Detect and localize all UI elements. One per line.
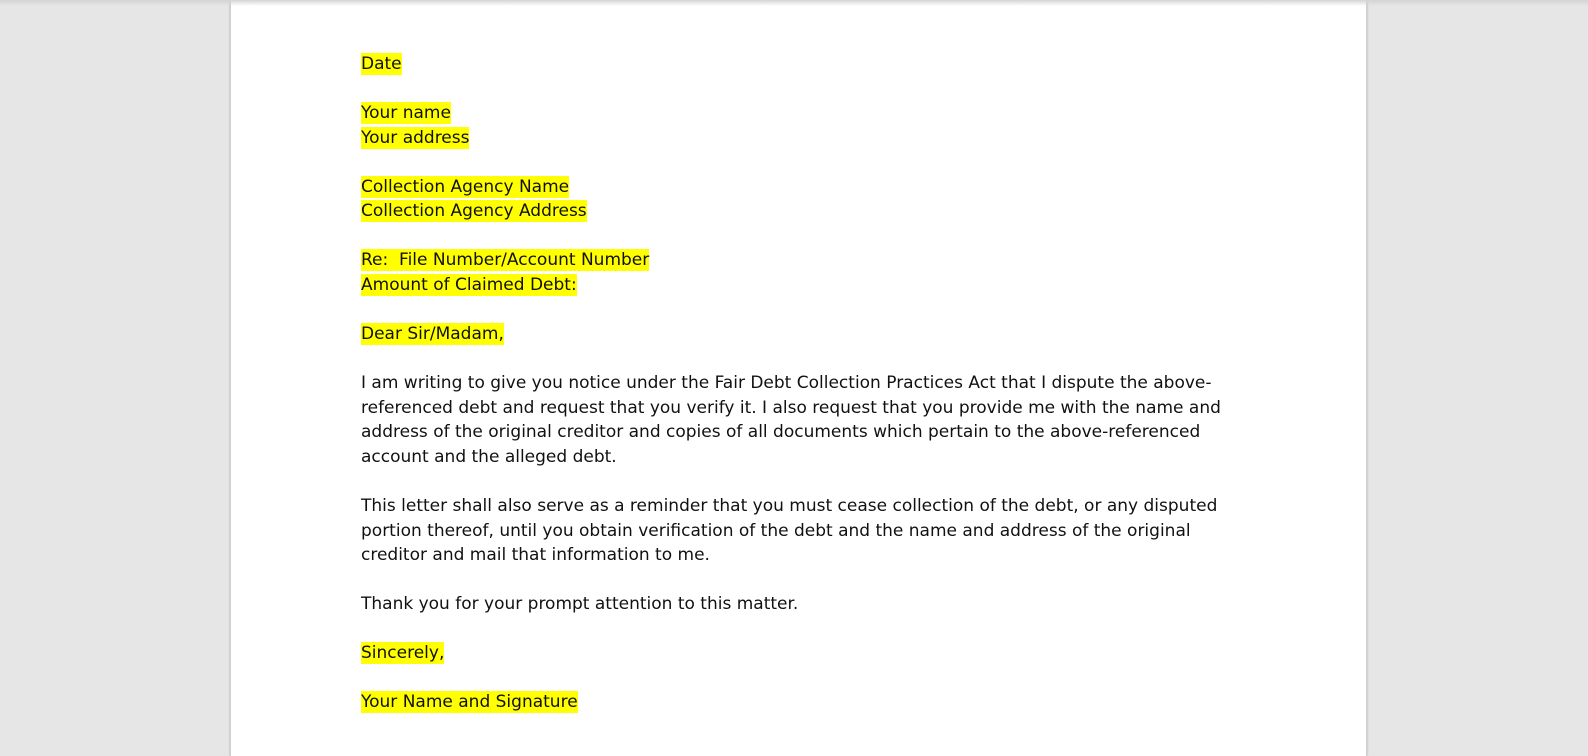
agency-name-line [361,175,569,200]
agency-name-text[interactable]: Collection Agency Name [361,177,570,197]
paragraph-3-text: Thank you for your prompt attention to this matter. [361,594,799,614]
salutation-text[interactable]: Dear Sir/Madam, [361,324,504,344]
sender-name-line [361,101,451,126]
salutation-line [361,322,504,347]
date-line [361,52,402,77]
sender-address-line [361,126,469,151]
body-paragraph-2[interactable] [361,494,1218,568]
amount-text[interactable]: Amount of Claimed Debt: [361,275,577,295]
paragraph-1-line: address of the original creditor and copies of all documents which pertain to the above-referenced [361,422,1201,442]
date-text[interactable]: Date [361,54,402,74]
body-paragraph-1[interactable] [361,371,1221,469]
paragraph-1-line: referenced debt and request that you verify it. I also request that you provide me with the name and [361,397,1221,418]
re-text[interactable]: Re: File Number/Account Number [361,250,650,270]
amount-line [361,273,577,298]
signature-text[interactable]: Your Name and Signature [361,692,578,712]
closing-line [361,641,444,666]
sender-name-text[interactable]: Your name [361,103,451,123]
closing-text[interactable]: Sincerely, [361,643,445,663]
paragraph-1-line: I am writing to give you notice under the Fair Debt Collection Practices Act that I dispute the above- [361,373,1212,393]
document-page[interactable] [230,0,1367,756]
re-line [361,248,649,273]
body-paragraph-3[interactable] [361,592,798,617]
paragraph-2-line: This letter shall also serve as a reminder that you must cease collection of the debt, or any disputed [361,496,1218,516]
paragraph-1-line: account and the alleged debt. [361,446,617,467]
sender-address-text[interactable]: Your address [361,128,470,148]
signature-line [361,690,578,715]
paragraph-2-line: portion thereof, until you obtain verification of the debt and the name and address of the original [361,520,1191,541]
agency-address-text[interactable]: Collection Agency Address [361,201,587,221]
paragraph-2-line: creditor and mail that information to me. [361,545,710,565]
agency-address-line [361,199,587,224]
top-shadow [0,0,1588,6]
